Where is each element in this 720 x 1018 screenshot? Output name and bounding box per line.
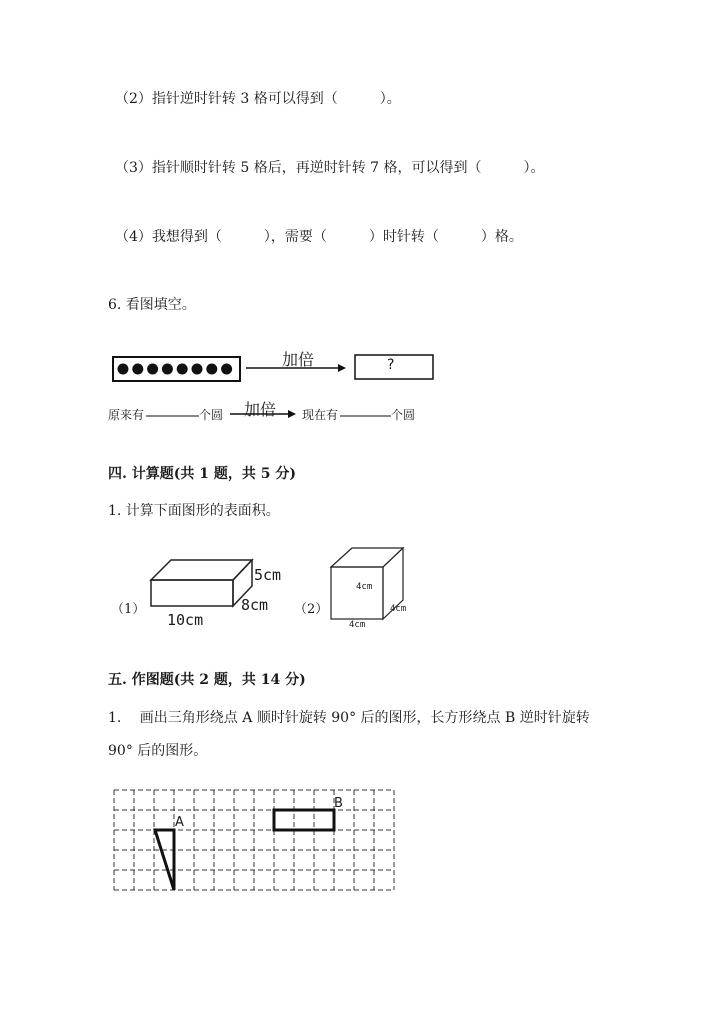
unit-1: 个圆	[199, 408, 224, 422]
q6-title: 6. 看图填空。	[108, 297, 196, 313]
after-text: 现在有	[302, 408, 339, 422]
dashed-grid	[114, 790, 394, 890]
question-mark: ?	[387, 357, 395, 373]
rectangle	[274, 810, 334, 830]
arrow-label-bottom: 加倍	[244, 400, 277, 419]
point-a-label: A	[175, 815, 184, 830]
fig2-face: 4cm	[356, 582, 373, 592]
point-b-label: B	[334, 796, 343, 811]
fig2-bottom: 4cm	[349, 620, 366, 630]
section-5-q1-line2: 90° 后的图形。	[108, 743, 208, 759]
section-5-q1-line1: 1. 画出三角形绕点 A 顺时针旋转 90° 后的图形，长方形绕点 B 逆时针旋转	[108, 710, 590, 726]
fig1-length: 10cm	[167, 611, 204, 629]
q5-item-3: （3）指针顺时针转 5 格后，再逆时针转 7 格，可以得到（ ）。	[115, 160, 545, 176]
section-5-heading: 五. 作图题(共 2 题，共 14 分)	[108, 672, 306, 688]
fig1-width: 8cm	[241, 596, 269, 614]
unit-2: 个圆	[391, 408, 416, 422]
q5-item-4: （4）我想得到（ ），需要（ ）时针转（ ）格。	[115, 229, 523, 245]
arrow-label-top: 加倍	[282, 350, 315, 369]
fig2-label: （2）	[294, 602, 329, 617]
fig1-label: （1）	[111, 602, 146, 617]
fig2-side: 4cm	[390, 604, 407, 614]
section-4-heading: 四. 计算题(共 1 题，共 5 分)	[108, 466, 296, 482]
triangle	[155, 830, 174, 890]
section-4-q1: 1. 计算下面图形的表面积。	[108, 503, 280, 519]
fig1-height: 5cm	[254, 566, 282, 584]
q5-item-2: （2）指针逆时针转 3 格可以得到（ ）。	[115, 91, 401, 107]
before-text: 原来有	[108, 408, 145, 422]
